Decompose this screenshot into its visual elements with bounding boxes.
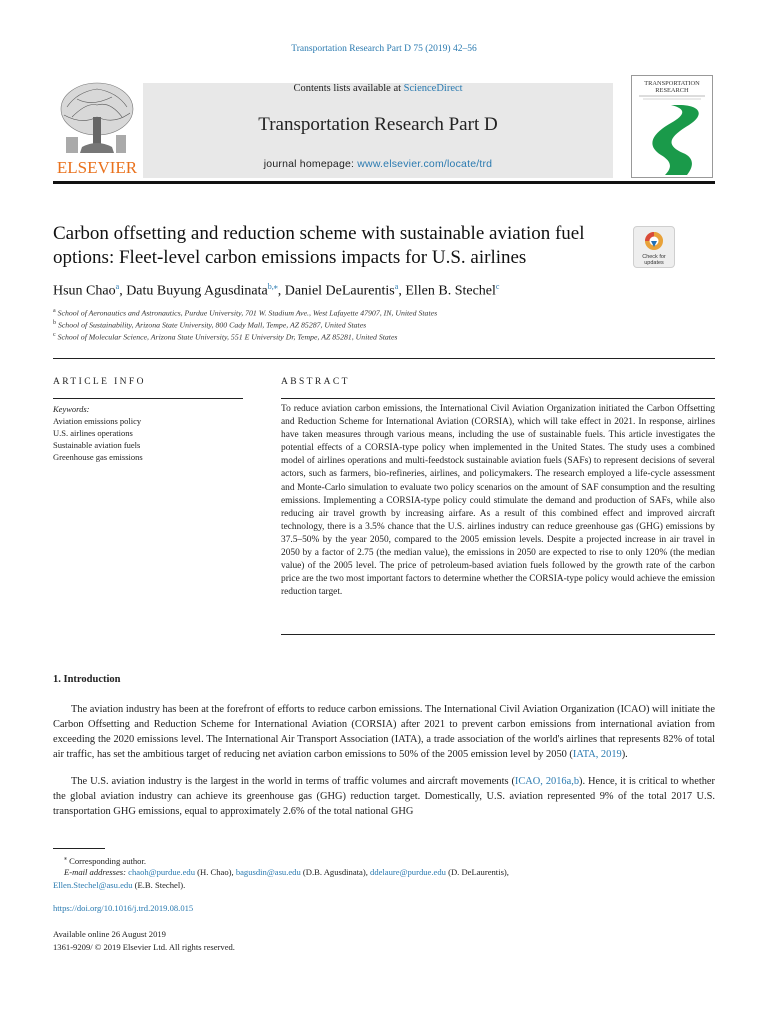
affiliation-text: School of Aeronautics and Astronautics, Purdue University, 701 W. Stadium Ave., West Lafayette 47907, IN, United States	[57, 308, 438, 318]
paragraph-text: The U.S. aviation industry is the largest in the world in terms of traffic volumes and aircraft movements (	[71, 776, 515, 787]
journal-reference[interactable]: Transportation Research Part D 75 (2019) 42–56	[291, 44, 477, 54]
author-name: Ellen B. Stechel	[405, 283, 496, 299]
affiliation-mark: b	[53, 320, 56, 326]
abstract-heading: ABSTRACT	[281, 377, 350, 387]
author-separator: ,	[398, 283, 406, 299]
check-for-updates-icon	[634, 227, 674, 267]
author-name: Datu Buyung Agusdinata	[126, 283, 268, 299]
author-name: Hsun Chao	[53, 283, 116, 299]
paper-title: Carbon offsetting and reduction scheme with sustainable aviation fuel options: Fleet-level carbon emissions impacts for U.S. airlines	[53, 223, 585, 268]
email-link[interactable]: bagusdin@asu.edu	[235, 867, 301, 877]
keyword: Greenhouse gas emissions	[53, 452, 143, 462]
author-affiliation-mark[interactable]: b,⁎	[267, 282, 278, 291]
elsevier-tree-icon	[52, 77, 142, 177]
check-badge-line-1: Check for	[642, 254, 666, 260]
author-name: Daniel DeLaurentis	[284, 283, 395, 299]
author-affiliation-mark[interactable]: c	[495, 282, 500, 291]
contents-line	[143, 83, 613, 94]
footnote-mark: ⁎	[64, 856, 67, 862]
affiliation	[53, 320, 366, 330]
check-for-updates-button[interactable]	[633, 226, 675, 268]
intro-paragraph	[53, 702, 715, 762]
abstract-bottom-rule	[281, 634, 715, 635]
available-online-date: Available online 26 August 2019	[53, 929, 166, 939]
article-info-rule	[53, 398, 243, 399]
elsevier-logo	[52, 77, 142, 177]
email-label: E-mail addresses:	[64, 867, 129, 877]
header-rule	[53, 181, 715, 184]
paragraph-text: The aviation industry has been at the forefront of efforts to reduce carbon emissions. The International Civil Aviation Organization (ICAO) will initiate the Carbon Offsetting and Reduction Scheme for International Aviation (CORSIA) after 2021 to prevent carbon emissions from international aviation from exceeding the 2020 emissions level. The International Air Transport Association (IATA), a trade association of the world's airlines that represents 82% of total air traffic, has set the ambitious target of reducing net aviation carbon emissions to 50% of the 2005 emission level by 2050 (	[53, 704, 715, 760]
journal-title: Transportation Research Part D	[258, 114, 498, 135]
abstract-text: To reduce aviation carbon emissions, the International Civil Aviation Organization initiated the Carbon Offsetting and Reduction Scheme for International Aviation (CORSIA), which will take effect in 2021. In response, airlines have taken measures through various means, including the use of sustainable fuels. This article investigates the potential effects of a CORSIA-type policy when implemented in the United States. The study uses a combined model of airlines operations and multi-feedstock sustainable aviation fuels (SAFs) to represent decisions of several actors, such as farmers, bio-refineries, airlines, and policymakers. The research employed a life-cycle assessment and Monte-Carlo simulation to evaluate two policy scenarios on the amount of SAF consumption and the resulting emissions. Implementing a CORSIA-type policy could stimulate the demand and production of SAFs, while also reducing air travel growth by increasing airfare. As a result of this combined effect and improved aircraft technology, there is a 3.5% chance that the U.S. airlines industry can reduce greenhouse gas (GHG) emissions by 37.5–50% by the year 2050, compared to the 2005 emission levels. Despite a projected increase in air travel in 2050 by a factor of 2.75 (the median value), the emissions in 2050 are expected to rise to only 120% (the median value) of the 2005 level. The price of petroleum-based aviation fuels followed by the growth rate of the carbon price are the two most important factors to determine whether the CORSIA-type policy would achieve the emission reduction target.	[281, 404, 715, 598]
contents-prefix: Contents lists available at	[293, 83, 404, 94]
corresponding-text: Corresponding author.	[69, 855, 147, 866]
keyword: Aviation emissions policy	[53, 416, 142, 426]
abstract-rule	[281, 398, 715, 399]
keyword: Sustainable aviation fuels	[53, 440, 141, 450]
email-owner: (H. Chao),	[195, 867, 236, 877]
affiliation-mark: a	[53, 308, 56, 314]
journal-cover-thumbnail[interactable]	[631, 75, 713, 178]
cover-title-line-2: RESEARCH	[655, 87, 689, 94]
journal-cover-image	[631, 75, 713, 178]
check-badge-line-2: updates	[644, 260, 664, 266]
citation-link[interactable]: IATA, 2019	[572, 749, 622, 760]
homepage-link[interactable]: www.elsevier.com/locate/trd	[357, 158, 493, 170]
author-list	[53, 282, 499, 300]
author-separator: ,	[277, 283, 285, 299]
paragraph-text: ). Hence, it is critical to whether the global aviation industry can achieve its greenhouse gas (GHG) reduction target. Domestically, U.S. aviation represented 9% of the total 2017 U.S. transportation GHG emissions, equal to approximately 2.6% of the total national GHG	[53, 776, 716, 817]
author-affiliation-mark[interactable]: a	[115, 282, 120, 291]
keywords-label: Keywords:	[53, 404, 90, 414]
copyright-notice: 1361-9209/ © 2019 Elsevier Ltd. All rights reserved.	[53, 942, 235, 952]
email-addresses	[64, 866, 714, 879]
sciencedirect-link[interactable]: ScienceDirect	[403, 83, 463, 94]
email-owner: (D.B. Agusdinata),	[300, 867, 371, 877]
email-owner: (D. DeLaurentis),	[445, 867, 509, 877]
homepage-prefix: journal homepage:	[263, 158, 358, 170]
article-info-heading: ARTICLE INFO	[53, 377, 146, 387]
affiliation-text: School of Molecular Science, Arizona State University, 551 E University Dr, Tempe, AZ 85281, United States	[57, 332, 398, 342]
affiliation	[53, 332, 397, 342]
author-affiliation-mark[interactable]: a	[394, 282, 399, 291]
keyword: U.S. airlines operations	[53, 428, 133, 438]
introduction-heading: 1. Introduction	[53, 674, 121, 685]
email-link[interactable]: Ellen.Stechel@asu.edu	[53, 880, 133, 890]
cover-title-line-1: TRANSPORTATION	[644, 80, 700, 87]
journal-homepage	[143, 158, 613, 170]
elsevier-wordmark: ELSEVIER	[56, 158, 138, 177]
doi-link[interactable]: https://doi.org/10.1016/j.trd.2019.08.015	[53, 903, 194, 913]
affiliation	[53, 308, 437, 318]
citation-link[interactable]: ICAO, 2016a,b	[514, 776, 580, 787]
intro-paragraph	[53, 774, 715, 819]
author-separator: ,	[119, 283, 127, 299]
footnote-rule	[53, 848, 105, 849]
affiliation-mark: c	[53, 332, 56, 338]
email-link[interactable]: chaoh@purdue.edu	[128, 867, 195, 877]
email-addresses-continued	[53, 879, 185, 892]
section-rule	[53, 358, 715, 359]
email-owner: (E.B. Stechel).	[132, 880, 186, 890]
email-link[interactable]: ddelaure@purdue.edu	[370, 867, 446, 877]
paragraph-text: ).	[621, 749, 628, 760]
affiliation-text: School of Sustainability, Arizona State University, 800 Cady Mall, Tempe, AZ 85287, United States	[57, 320, 367, 330]
